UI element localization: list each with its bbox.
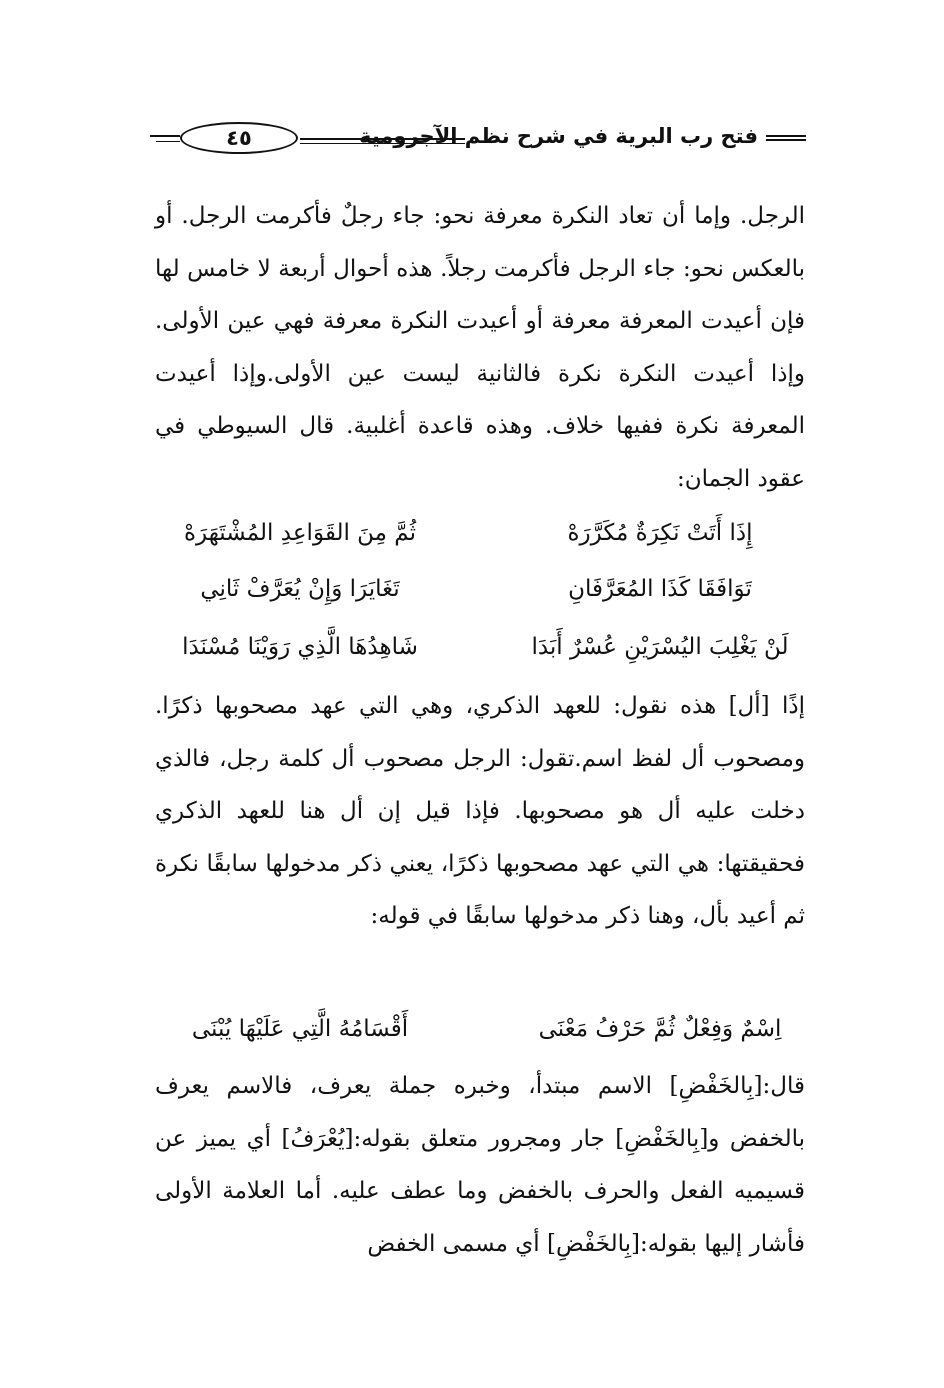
running-header <box>150 118 810 162</box>
verse-3 <box>150 626 810 676</box>
header-ornament-left <box>150 135 180 137</box>
verse-4-first-hemistich: اِسْمٌ وَفِعْلٌ ثُمَّ حَرْفُ مَعْنَى <box>538 1016 782 1042</box>
verse-1 <box>150 512 810 562</box>
paragraph-1: الرجل. وإما أن تعاد النكرة معرفة نحو: جاء رجلٌ فأكرمت الرجل. أو بالعكس نحو: جاء الرجل فأكرمت رجلاً. هذه أحوال أربعة لا خامس لها فإن أعيدت المعرفة معرفة أو أعيدت النكرة معرفة فهي عين الأولى. وإذا أعيدت النكرة نكرة فالثانية ليست عين الأولى.وإذا أعيدت المعرفة نكرة ففيها خلاف. وهذه قاعدة أغلبية. قال السيوطي في عقود الجمان: <box>155 203 805 492</box>
header-ornament-right <box>766 135 806 141</box>
verse-1-first-hemistich: إِذَا أَتَتْ نَكِرَةٌ مُكَرَّرَهْ <box>567 520 753 546</box>
verse-3-first-hemistich: لَنْ يَغْلِبَ اليُسْرَيْنِ عُسْرٌ أَبَدَا <box>531 634 789 660</box>
header-rule-thin <box>300 143 465 144</box>
verse-2 <box>150 568 810 618</box>
verse-1-second-hemistich: ثُمَّ مِنَ القَوَاعِدِ المُشْتَهَرَهْ <box>183 520 417 546</box>
verse-4-second-hemistich: أَقْسَامُهُ الَّتِي عَلَيْهَا يُبْنَى <box>191 1016 409 1042</box>
verse-3-second-hemistich: شَاهِدُهَا الَّذِي رَوَيْنَا مُسْنَدَا <box>182 634 418 660</box>
verse-4 <box>150 1008 810 1058</box>
header-rule <box>300 138 465 140</box>
header-ornament-left-thin <box>156 141 180 142</box>
verse-2-first-hemistich: تَوَافَقَا كَذَا المُعَرَّفَانِ <box>568 576 752 602</box>
page-number-oval <box>180 122 298 154</box>
page-number: ٤٥ <box>226 126 252 150</box>
verse-2-second-hemistich: تَغَايَرَا وَإِنْ يُعَرَّفْ ثَانِي <box>200 576 400 602</box>
paragraph-2: إذًا [أل] هذه نقول: للعهد الذكري، وهي التي عهد مصحوبها ذكرًا. ومصحوب أل لفظ اسم.تقول: الرجل مصحوب أل كلمة رجل، فالذي دخلت عليه أل هو مصحوبها. فإذا قيل إن أل هنا للعهد الذكري فحقيقتها: هي التي عهد مصحوبها ذكرًا، يعني ذكر مدخولها سابقًا نكرة ثم أعيد بأل، وهنا ذكر مدخولها سابقًا في قوله: <box>155 693 805 929</box>
paragraph-3: قال:[بِالخَفْضِ] الاسم مبتدأ، وخبره جملة يعرف، فالاسم يعرف بالخفض و[بِالخَفْضِ] جار ومجرور متعلق بقوله:[يُعْرَفُ] أي يميز عن قسيميه الفعل والحرف بالخفض وما عطف عليه. أما العلامة الأولى فأشار إليها بقوله:[بِالخَفْضِ] أي مسمى الخفض <box>155 1073 805 1257</box>
header-book-title: فتح رب البرية في شرح نظم الآجرومية <box>359 124 758 148</box>
